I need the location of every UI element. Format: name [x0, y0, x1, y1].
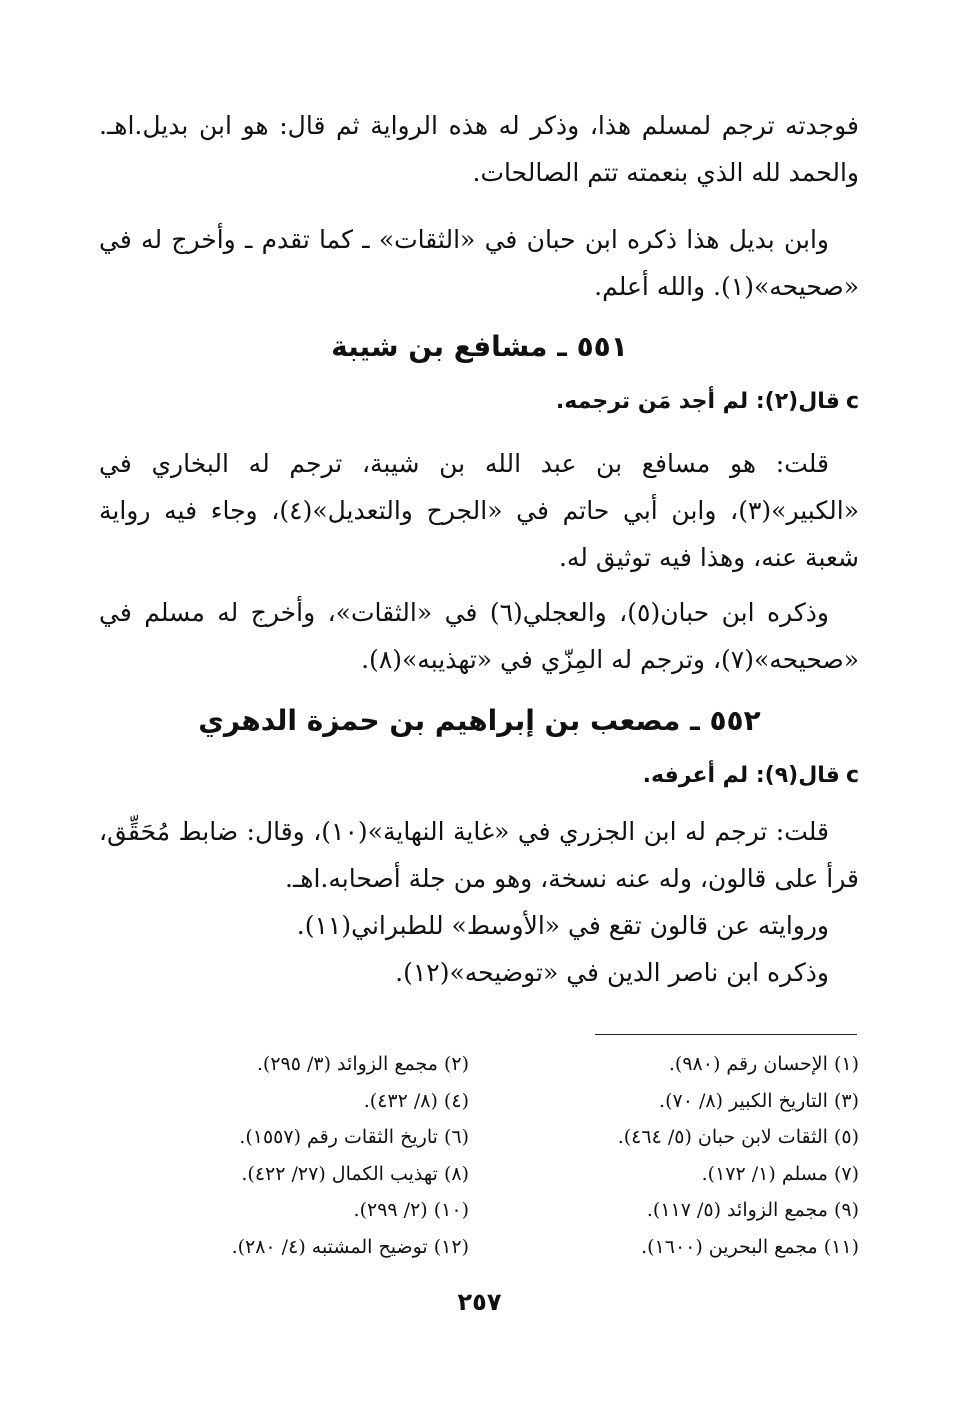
footnote: (٤) (٨/ ٤٣٢). [363, 1089, 469, 1112]
entry-551-heading: ٥٥١ ـ مشافع بن شيبة [331, 330, 628, 363]
entry-552-paragraph-3: وذكره ابن ناصر الدين في «توضيحه»(١٢). [395, 958, 829, 987]
footnote: (٨) تهذيب الكمال (٢٧/ ٤٢٢). [241, 1162, 469, 1185]
footnote: (١١) مجمع البحرين (١٦٠٠). [641, 1235, 859, 1258]
entry-551-qaul [556, 389, 859, 414]
footnotes-right-column [519, 1046, 859, 1265]
entry-551-body [99, 440, 859, 683]
footnote: (٥) الثقات لابن حبان (٥/ ٤٦٤). [617, 1126, 859, 1148]
intro-block [99, 102, 859, 310]
footnote: (٩) مجمع الزوائد (٥/ ١١٧). [646, 1199, 859, 1221]
footnote: (١٢) توضيح المشتبه (٤/ ٢٨٠). [231, 1235, 469, 1258]
footnote-separator [595, 1034, 857, 1035]
intro-paragraph-2: وابن بديل هذا ذكره ابن حبان في «الثقات» ـ كما تقدم ـ وأخرج له في «صحيحه»(١). والله أعلم. [99, 225, 859, 301]
footnote: (٦) تاريخ الثقات رقم (١٥٥٧). [239, 1126, 469, 1148]
entry-552-paragraph-1: قلت: ترجم له ابن الجزري في «غاية النهاية»(١٠)، وقال: ضابط مُحَقِّق، قرأ على قالون، وله عنه نسخة، وهو من جلة أصحابه.اهـ. [99, 817, 859, 893]
entry-551-qaul-text: قال(٢): لم أجد مَن ترجمه. [555, 389, 840, 414]
footnote: (١) الإحسان رقم (٩٨٠). [668, 1053, 859, 1075]
entry-551-paragraph-1: قلت: هو مسافع بن عبد الله بن شيبة، ترجم له البخاري في «الكبير»(٣)، وابن أبي حاتم في «الجرح والتعديل»(٤)، وجاء فيه رواية شعبة عنه، وهذا فيه توثيق له. [99, 449, 859, 572]
entry-552-body [99, 808, 859, 996]
footnote: (٧) مسلم (١/ ١٧٢). [701, 1162, 859, 1185]
entry-551-paragraph-2: وذكره ابن حبان(٥)، والعجلي(٦) في «الثقات»، وأخرج له مسلم في «صحيحه»(٧)، وترجم له المِزّي في «تهذيبه»(٨). [99, 598, 859, 674]
entry-552-mark: c [845, 763, 859, 788]
footnote: (١٠) (٢/ ٢٩٩). [353, 1199, 469, 1221]
intro-paragraph-1: فوجدته ترجم لمسلم هذا، وذكر له هذه الرواية ثم قال: هو ابن بديل.اهـ. والحمد لله الذي بنعمته تتم الصالحات. [99, 111, 859, 187]
entry-552-qaul-text: قال(٩): لم أعرفه. [642, 763, 840, 788]
entry-552-paragraph-2: وروايته عن قالون تقع في «الأوسط» للطبراني(١١). [296, 911, 829, 940]
footnotes-left-column [149, 1046, 469, 1265]
footnote: (٣) التاريخ الكبير (٨/ ٧٠). [659, 1089, 859, 1112]
page-number: ٢٥٧ [457, 1288, 502, 1316]
entry-552-heading: ٥٥٢ ـ مصعب بن إبراهيم بن حمزة الدهري [198, 704, 761, 737]
entry-552-qaul [643, 763, 859, 788]
entry-551-mark: c [845, 389, 859, 414]
footnote: (٢) مجمع الزوائد (٣/ ٢٩٥). [256, 1053, 469, 1075]
